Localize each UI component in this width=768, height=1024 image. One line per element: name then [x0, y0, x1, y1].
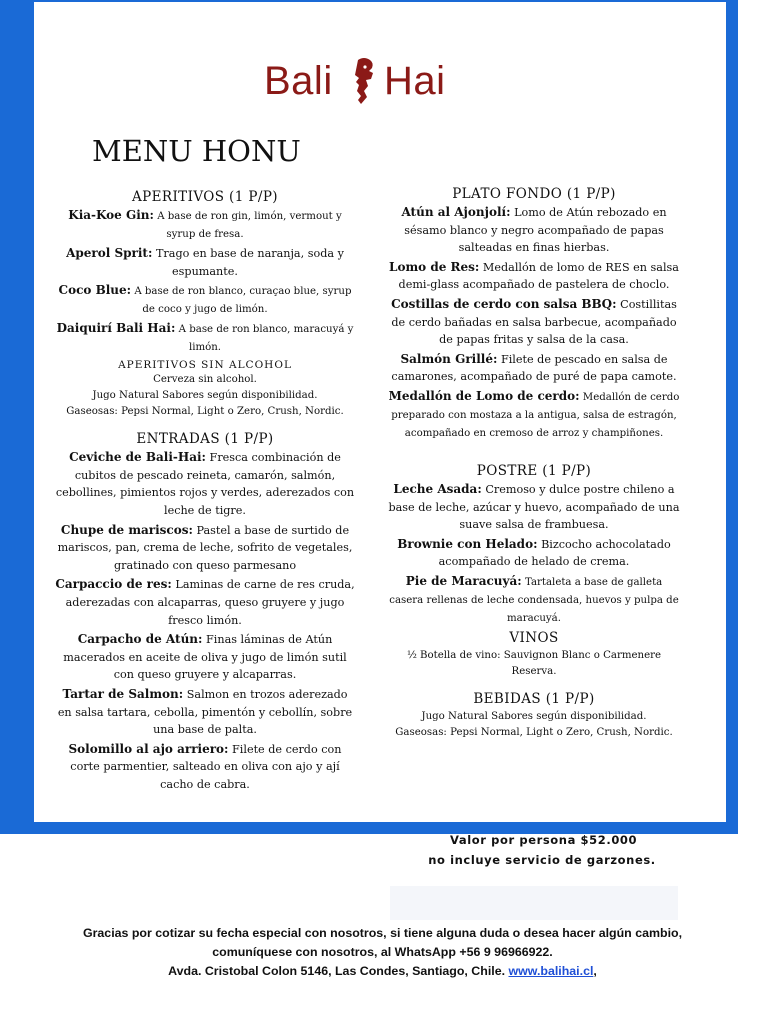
- price-line: Valor por persona $52.000: [450, 833, 638, 847]
- aperitivo-item: Kia-Koe Gin: A base de ron gin, limón, vermout y syrup de fresa.: [68, 208, 342, 240]
- footer: [30, 924, 735, 981]
- bali-hai-logo: [262, 56, 472, 108]
- faded-box: [390, 886, 678, 920]
- footer-line-2: comuníquese con nosotros, al WhatsApp +56 9 96966922.: [212, 945, 553, 959]
- left-column: [55, 188, 355, 795]
- logo-text-right: Hai: [384, 59, 446, 103]
- footer-line-1: Gracias por cotizar su fecha especial con nosotros, si tiene alguna duda o desea hacer algún cambio,: [82, 926, 683, 940]
- bebidas-item: Gaseosas: Pepsi Normal, Light o Zero, Crush, Nordic.: [395, 726, 673, 738]
- tiki-figure-icon: [355, 58, 373, 104]
- aperitivo-item: Daiquirí Bali Hai: A base de ron blanco, maracuyá y limón.: [56, 321, 354, 354]
- sin-alcohol-item: Jugo Natural Sabores según disponibilidad.: [92, 390, 318, 402]
- right-column: [388, 185, 680, 741]
- vinos-header: VINOS: [509, 629, 559, 646]
- fondo-item: Salmón Grillé: Filete de pescado en salsa de camarones, acompañado de puré de papa camote.: [391, 351, 677, 384]
- aperitivos-header: APERITIVOS (1 P/P): [132, 189, 278, 205]
- bebidas-header: BEBIDAS (1 P/P): [473, 690, 595, 707]
- entrada-item: Solomillo al ajo arriero: Filete de cerdo con corte parmentier, salteado en oliva con ajo y ají cacho de cabra.: [68, 741, 342, 791]
- sin-alcohol-item: Gaseosas: Pepsi Normal, Light o Zero, Crush, Nordic.: [66, 406, 344, 418]
- service-note: no incluye servicio de garzones.: [428, 853, 656, 867]
- postre-item: Leche Asada: Cremoso y dulce postre chileno a base de leche, azúcar y huevo, acompañado de una suave salsa de frambuesa.: [388, 481, 680, 532]
- postre-header: POSTRE (1 P/P): [476, 462, 592, 479]
- vinos-text: ½ Botella de vino: Sauvignon Blanc o Carmenere Reserva.: [406, 649, 662, 677]
- fondo-item: Medallón de Lomo de cerdo: Medallón de cerdo preparado con mostaza a la antigua, salsa de estragón, acompañado en cremoso de arroz y champiñones.: [388, 388, 680, 439]
- entrada-item: Carpacho de Atún: Finas láminas de Atún macerados en aceite de oliva y jugo de limón sutil con queso gruyere y alcaparras.: [63, 632, 347, 682]
- bebidas-item: Jugo Natural Sabores según disponibilidad.: [421, 710, 647, 722]
- address-text: Avda. Cristobal Colon 5146, Las Condes, Santiago, Chile.: [168, 964, 509, 978]
- aperitivo-item: Coco Blue: A base de ron blanco, curaçao blue, syrup de coco y jugo de limón.: [58, 283, 352, 316]
- entrada-item: Chupe de mariscos: Pastel a base de surtido de mariscos, pan, crema de leche, sofrito de vegetales, gratinado con queso parmesano: [57, 522, 353, 572]
- entrada-item: Ceviche de Bali-Hai: Fresca combinación de cubitos de pescado reineta, camarón, salmón, cebollines, pimientos rojos y verdes, aderezados con leche de tigre.: [55, 450, 355, 517]
- price-block: [392, 830, 692, 870]
- frame-top-edge: [23, 0, 738, 2]
- fondo-item: Lomo de Res: Medallón de lomo de RES en salsa demi-glass acompañado de pastelera de choclo.: [389, 259, 679, 292]
- aperitivo-item: Aperol Sprit: Trago en base de naranja, soda y espumante.: [66, 246, 344, 278]
- fondo-item: Atún al Ajonjolí: Lomo de Atún rebozado en sésamo blanco y negro acompañado de papas salteadas en finas hierbas.: [401, 205, 667, 255]
- website-link[interactable]: www.balihai.cl: [508, 964, 594, 978]
- plato-fondo-header: PLATO FONDO (1 P/P): [452, 186, 616, 202]
- logo-text-left: Bali: [264, 59, 333, 103]
- fondo-item: Costillas de cerdo con salsa BBQ: Costillitas de cerdo bañadas en salsa barbecue, acompañado de papas fritas y salsa de la casa.: [391, 296, 677, 347]
- footer-line-3: Avda. Cristobal Colon 5146, Las Condes, Santiago, Chile. www.balihai.cl,: [168, 964, 597, 978]
- postre-item: Brownie con Helado: Bizcocho achocolatado acompañado de helado de crema.: [397, 536, 671, 569]
- logo-svg: [262, 56, 472, 108]
- entrada-item: Tartar de Salmon: Salmon en trozos aderezado en salsa tartara, cebolla, pimentón y cebollín, sobre una base de palta.: [57, 686, 353, 737]
- sin-alcohol-header: APERITIVOS SIN ALCOHOL: [118, 359, 292, 372]
- postre-item: Pie de Maracuyá: Tartaleta a base de galleta casera rellenas de leche condensada, huevos y pulpa de maracuyá.: [389, 573, 679, 624]
- menu-title: MENU HONU: [92, 134, 301, 168]
- entradas-header: ENTRADAS (1 P/P): [136, 431, 274, 448]
- sin-alcohol-item: Cerveza sin alcohol.: [153, 374, 257, 386]
- entrada-item: Carpaccio de res: Laminas de carne de res cruda, aderezadas con alcaparras, queso gruyere y jugo fresco limón.: [55, 577, 355, 627]
